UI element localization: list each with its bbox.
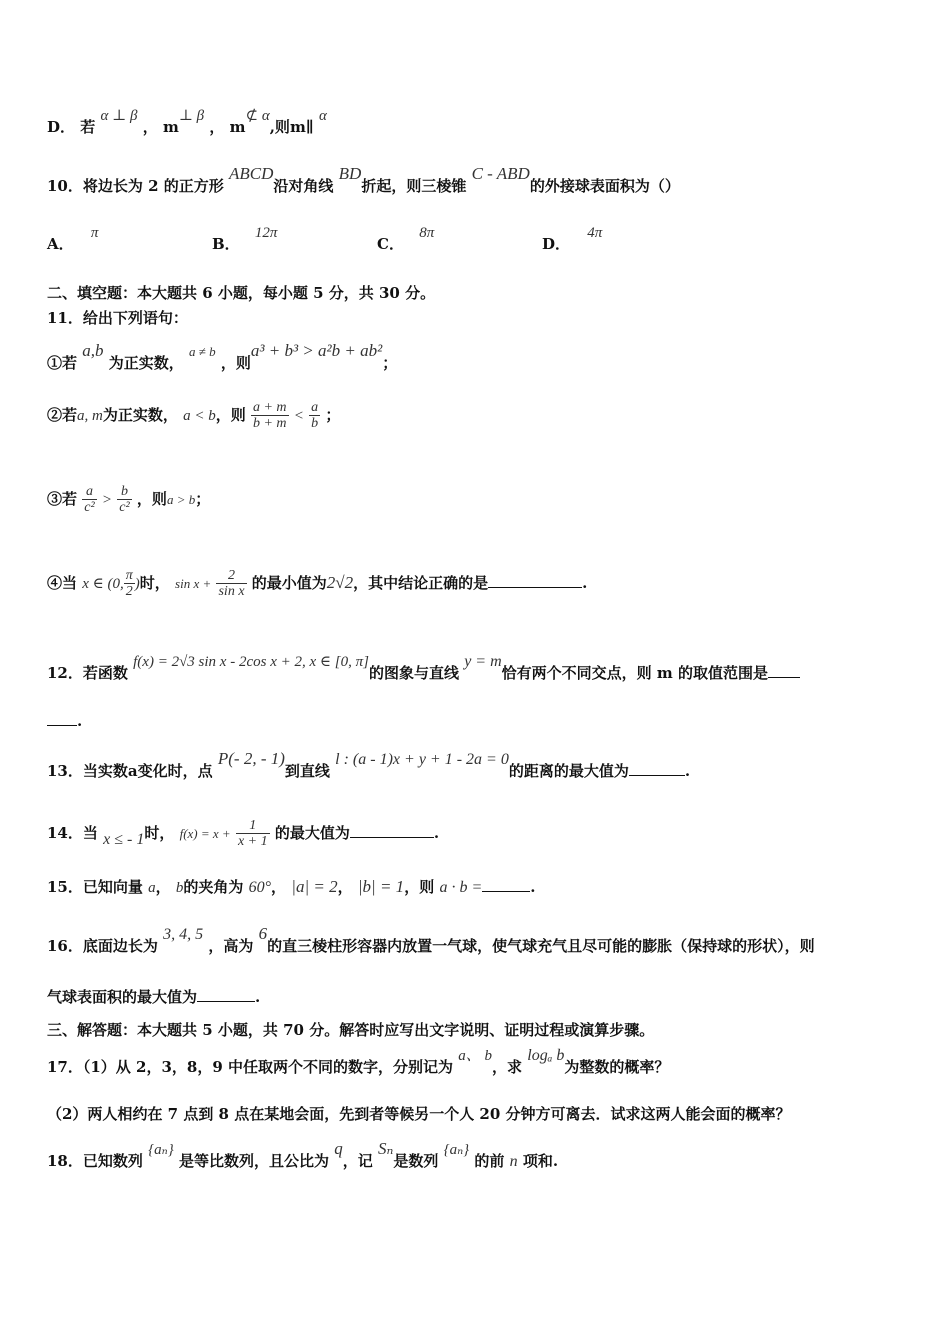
answer-blank[interactable] <box>768 663 800 678</box>
text: 给出下列语句： <box>82 309 188 327</box>
answer-blank[interactable] <box>629 761 685 776</box>
text: 若函数 <box>82 664 128 682</box>
question-16-cont <box>47 986 260 1007</box>
option-value: 4π <box>587 225 603 241</box>
math-expr: l : (a - 1)x + y + 1 - 2a = 0 <box>335 751 509 768</box>
question-12 <box>47 653 800 683</box>
text: ④当 <box>47 573 78 592</box>
numerator: 1 <box>249 818 257 833</box>
text: 项和. <box>522 1152 559 1170</box>
text: ①若 <box>47 354 78 372</box>
text: 的取值范围是 <box>678 664 769 682</box>
text: 恰有两个不同交点，则 <box>501 664 652 682</box>
question-number: 17． <box>47 1058 83 1076</box>
text: 若 <box>80 118 96 136</box>
math-expr: α <box>319 108 327 124</box>
denominator: c² <box>84 500 95 516</box>
math-expr: ⊄ α <box>245 108 270 124</box>
statement-1 <box>47 341 398 373</box>
math-expr: 60° <box>248 879 272 896</box>
math-expr: C - ABD <box>471 164 530 183</box>
option-value: 12π <box>254 225 278 241</box>
option-label: B． <box>212 235 240 253</box>
math-expr: f(x) = x + <box>179 825 231 841</box>
text: ，则 <box>215 405 246 424</box>
math-expr: x ∈ (0, <box>82 575 124 592</box>
answer-blank[interactable] <box>197 987 255 1002</box>
text: 当实数 <box>82 762 128 780</box>
text: ； <box>325 405 341 424</box>
math-expr: 6 <box>258 924 268 943</box>
q9-option-d <box>47 108 327 137</box>
question-17-part-2: （2）两人相约在 7 点到 8 点在某地会面，先到者等候另一个人 20 分钟方可离去．试求这两人能会面的概率？ <box>47 1105 791 1123</box>
math-expr: a > b <box>166 491 196 507</box>
section-2-heading: 二、填空题：本大题共 6 小题，每小题 5 分，共 30 分。 <box>47 284 436 302</box>
text: ， <box>337 878 353 896</box>
text: ，记 <box>342 1152 373 1170</box>
option-value: π <box>90 225 99 241</box>
math-expr: logₐ b <box>527 1047 565 1064</box>
math-var: m <box>289 118 306 136</box>
text: 当 <box>82 823 98 842</box>
denominator: c² <box>119 500 130 516</box>
text: . <box>582 573 588 592</box>
text: 将边长为 2 的正方形 <box>82 177 224 195</box>
numerator: a <box>311 400 319 415</box>
math-expr: < <box>293 407 304 424</box>
math-var: m <box>656 664 673 682</box>
question-10 <box>47 164 680 196</box>
text: 到直线 <box>284 762 330 780</box>
math-expr: a · b = <box>439 879 483 896</box>
text: ， <box>142 118 158 136</box>
math-expr: {aₙ} <box>443 1142 470 1158</box>
text: . <box>530 878 536 896</box>
text: 的最大值为 <box>274 823 350 842</box>
text: 已知数列 <box>82 1152 143 1170</box>
text: ，则 <box>404 878 435 896</box>
math-var: a <box>127 762 138 780</box>
math-expr: ABCD <box>229 164 274 183</box>
numerator: 2 <box>228 568 236 583</box>
math-expr: BD <box>338 164 362 183</box>
question-number: 15． <box>47 878 83 896</box>
text: ， <box>209 118 225 136</box>
text: 的夹角为 <box>183 878 244 896</box>
answer-blank[interactable] <box>488 573 582 588</box>
numerator: a <box>85 484 93 499</box>
q10-option-b <box>212 225 278 254</box>
text: 沿对角线 <box>273 177 334 195</box>
section-3-heading: 三、解答题：本大题共 5 小题，共 70 分。解答时应写出文字说明、证明过程或演算步骤。 <box>47 1021 655 1039</box>
math-expr: a < b <box>183 407 216 424</box>
text: ， <box>155 878 171 896</box>
fraction <box>216 568 246 600</box>
text: . <box>433 823 440 842</box>
text: 为正实数， <box>108 354 184 372</box>
text: ，则 <box>220 354 251 372</box>
answer-blank[interactable] <box>482 877 530 892</box>
question-number: 13． <box>47 762 83 780</box>
text: 变化时，点 <box>137 762 213 780</box>
question-13 <box>47 749 691 781</box>
text: 已知向量 <box>82 878 143 896</box>
math-expr: f(x) = 2√3 sin x - 2cos x + 2, x ∈ [0, π] <box>133 654 369 670</box>
text: 的直三棱柱形容器内放置一气球，使气球充气且尽可能的膨胀（保持球的形状），则 <box>267 937 815 955</box>
option-label: C． <box>377 235 404 253</box>
denominator: sin x <box>218 584 245 600</box>
question-17-part-1 <box>47 1047 670 1077</box>
fraction <box>124 568 135 600</box>
statement-2 <box>47 400 340 432</box>
question-number: 16． <box>47 937 83 955</box>
math-expr: b <box>175 880 184 896</box>
text: . <box>77 712 83 730</box>
text: 为正实数， <box>102 405 178 424</box>
text: 时， <box>139 573 170 592</box>
math-expr: sin x + <box>175 575 212 591</box>
question-number: 14． <box>47 823 83 842</box>
question-15 <box>47 876 535 897</box>
question-number: 11． <box>47 309 83 327</box>
text: 底面边长为 <box>82 937 158 955</box>
numerator: a + m <box>252 400 287 415</box>
question-14 <box>47 818 439 850</box>
math-expr: a³ + b³ > a²b + ab² <box>250 341 383 360</box>
question-number: 18． <box>47 1152 83 1170</box>
math-expr: ) <box>134 575 140 592</box>
q10-option-a <box>47 225 99 254</box>
answer-blank-cont[interactable] <box>47 711 77 726</box>
text: ，高为 <box>208 937 254 955</box>
text: 折起，则三棱锥 <box>361 177 467 195</box>
math-expr: 3, 4, 5 <box>163 926 204 943</box>
q10-option-d <box>542 225 603 254</box>
math-expr: a,b <box>82 341 104 360</box>
text: 的距离的最大值为 <box>508 762 629 780</box>
fraction <box>82 484 96 516</box>
numerator: π <box>125 568 133 583</box>
math-expr: n <box>509 1153 518 1170</box>
fraction <box>236 818 270 850</box>
math-var: m <box>229 118 246 136</box>
math-expr: > <box>101 491 113 508</box>
fraction <box>251 400 289 432</box>
parallel-symbol: ∥ <box>305 118 314 136</box>
option-label: D． <box>542 235 571 253</box>
math-expr: |a| = 2 <box>291 877 338 896</box>
math-expr: q <box>334 1139 343 1158</box>
text: 的图象与直线 <box>368 664 459 682</box>
math-var: m <box>162 118 179 136</box>
math-expr: |b| = 1 <box>357 877 405 896</box>
question-number: 12． <box>47 664 83 682</box>
text: 时， <box>144 823 175 842</box>
text: 是等比数列，且公比为 <box>178 1152 329 1170</box>
text: 的外接球表面积为（） <box>529 177 680 195</box>
math-expr: P(- 2, - 1) <box>217 749 285 768</box>
text: 的最小值为 <box>251 573 327 592</box>
denominator: 2 <box>125 584 133 600</box>
text: ； <box>195 489 211 508</box>
q10-option-c <box>377 225 435 254</box>
option-label: A． <box>47 235 74 253</box>
text: ， <box>271 878 287 896</box>
text: ，则 <box>136 489 167 508</box>
text: 为整数的概率？ <box>564 1058 670 1076</box>
question-18 <box>47 1139 559 1171</box>
question-11 <box>47 307 188 328</box>
math-expr: a, m <box>77 407 103 424</box>
text: 的前 <box>474 1152 505 1170</box>
math-expr: {aₙ} <box>148 1142 174 1158</box>
question-16 <box>47 924 815 956</box>
text: ，求 <box>492 1058 523 1076</box>
math-expr: a <box>148 880 156 896</box>
statement-4 <box>47 568 587 600</box>
math-expr: a ≠ b <box>188 344 216 359</box>
math-expr: α ⊥ β <box>100 108 138 124</box>
text: ③若 <box>47 489 78 508</box>
text: . <box>684 762 691 780</box>
text: 气球表面积的最大值为 <box>47 988 198 1006</box>
question-12-cont <box>47 711 82 730</box>
math-expr: y = m <box>464 653 502 670</box>
text: . <box>255 988 261 1006</box>
option-value: 8π <box>419 225 435 241</box>
fraction <box>117 484 131 516</box>
math-expr: x ≤ - 1 <box>103 830 145 848</box>
text: ,则 <box>269 118 290 136</box>
question-number: 10． <box>47 177 83 195</box>
denominator: b <box>311 416 319 432</box>
math-expr: 2√2 <box>326 572 354 592</box>
answer-blank[interactable] <box>350 823 434 838</box>
denominator: b + m <box>252 416 287 432</box>
fraction <box>309 400 320 432</box>
math-expr: Sₙ <box>377 1139 394 1158</box>
math-expr: a、 b <box>458 1048 493 1064</box>
denominator: x + 1 <box>237 834 268 850</box>
numerator: b <box>120 484 128 499</box>
option-label: D． <box>47 118 76 136</box>
text: 是数列 <box>393 1152 439 1170</box>
math-expr: ⊥ β <box>178 108 205 124</box>
statement-3 <box>47 484 210 516</box>
text: （1）从 2，3，8，9 中任取两个不同的数字，分别记为 <box>82 1058 454 1076</box>
text: ，其中结论正确的是 <box>353 573 489 592</box>
text: ； <box>382 354 398 372</box>
text: ②若 <box>47 405 78 424</box>
